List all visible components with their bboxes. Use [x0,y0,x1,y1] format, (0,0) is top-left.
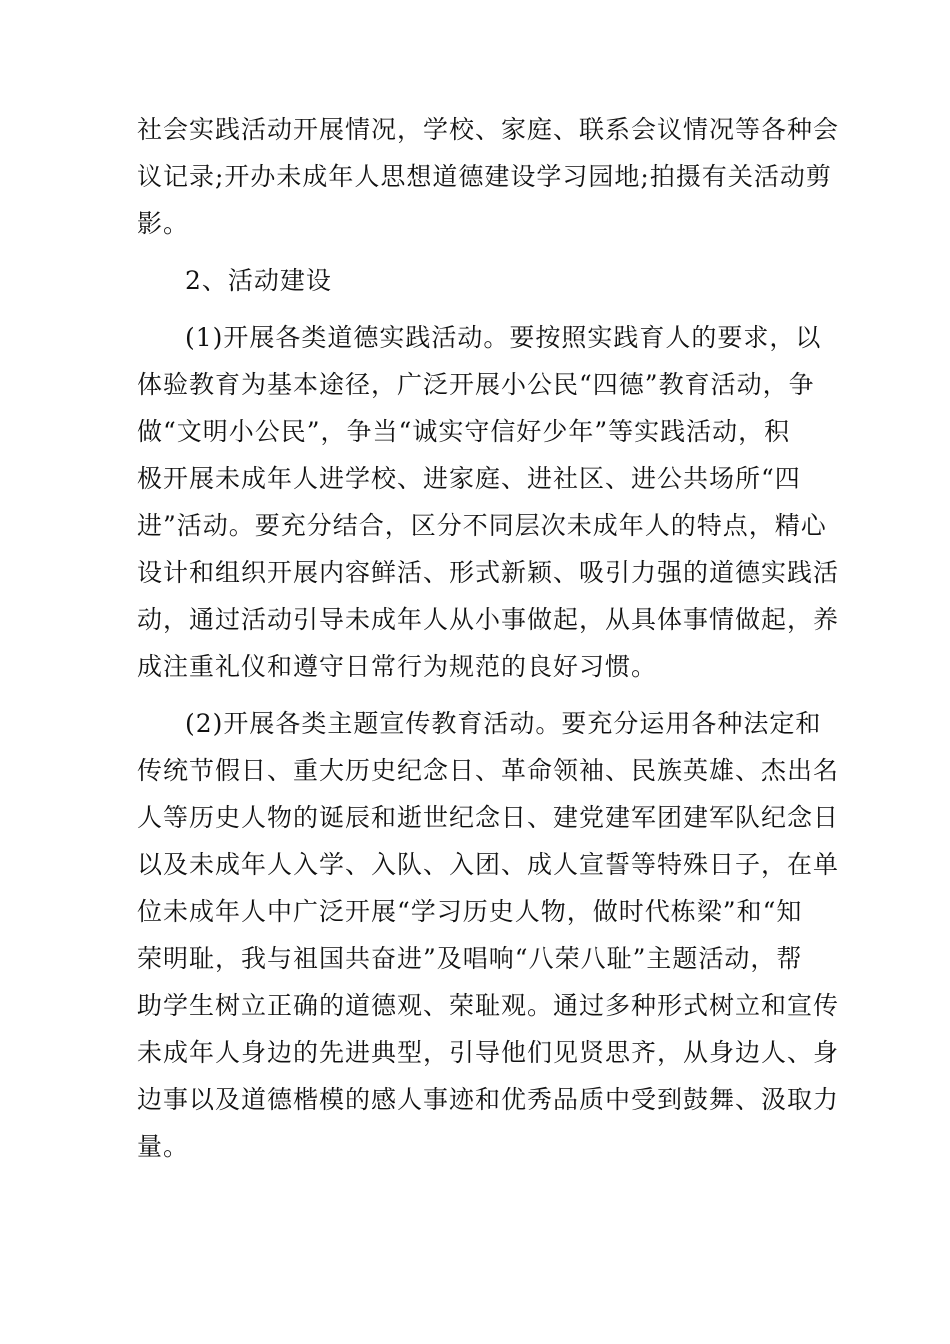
text-line: 动，通过活动引导未成年人从小事做起，从具体事情做起，养 [137,605,840,634]
section-heading: 2、活动建设 [185,266,332,295]
text-line: 设计和组织开展内容鲜活、形式新颖、吸引力强的道德实践活 [137,558,840,587]
text-line: 人等历史人物的诞辰和逝世纪念日、建党建军团建军队纪念日 [137,803,840,832]
text-line: 助学生树立正确的道德观、荣耻观。通过多种形式树立和宣传 [137,991,840,1020]
text-line: 影。 [137,209,190,238]
text-line: 位未成年人中广泛开展“学习历史人物，做时代栋梁”和“知 [137,897,803,926]
paragraph-gap [137,304,837,314]
text-line: 成注重礼仪和遵守日常行为规范的良好习惯。 [137,652,658,681]
text-line: 议记录;开办未成年人思想道德建设学习园地;拍摄有关活动剪 [137,162,832,191]
text-line: 社会实践活动开展情况，学校、家庭、联系会议情况等各种会 [137,115,840,144]
text-line: 传统节假日、重大历史纪念日、革命领袖、民族英雄、杰出名 [137,756,840,785]
text-line: 体验教育为基本途径，广泛开展小公民“四德”教育活动，争 [137,370,815,399]
text-line: 量。 [137,1132,190,1161]
text-line: 边事以及道德楷模的感人事迹和优秀品质中受到鼓舞、汲取力 [137,1085,840,1114]
text-line: 极开展未成年人进学校、进家庭、进社区、进公共场所“四 [137,464,801,493]
text-line: (2)开展各类主题宣传教育活动。要充分运用各种法定和 [185,709,822,738]
text-line: 荣明耻，我与祖国共奋进”及唱响“八荣八耻”主题活动，帮 [137,944,803,973]
text-line: 进”活动。要充分结合，区分不同层次未成年人的特点，精心 [137,511,827,540]
text-line: 做“文明小公民”，争当“诚实守信好少年”等实践活动，积 [137,417,791,446]
paragraph-gap [137,247,837,257]
text-line: 未成年人身边的先进典型，引导他们见贤思齐，从身边人、身 [137,1038,840,1067]
text-line: (1)开展各类道德实践活动。要按照实践育人的要求，以 [185,323,822,352]
document-body [137,106,840,1170]
text-line: 以及未成年人入学、入队、入团、成人宣誓等特殊日子，在单 [137,850,840,879]
paragraph-gap [137,690,837,700]
